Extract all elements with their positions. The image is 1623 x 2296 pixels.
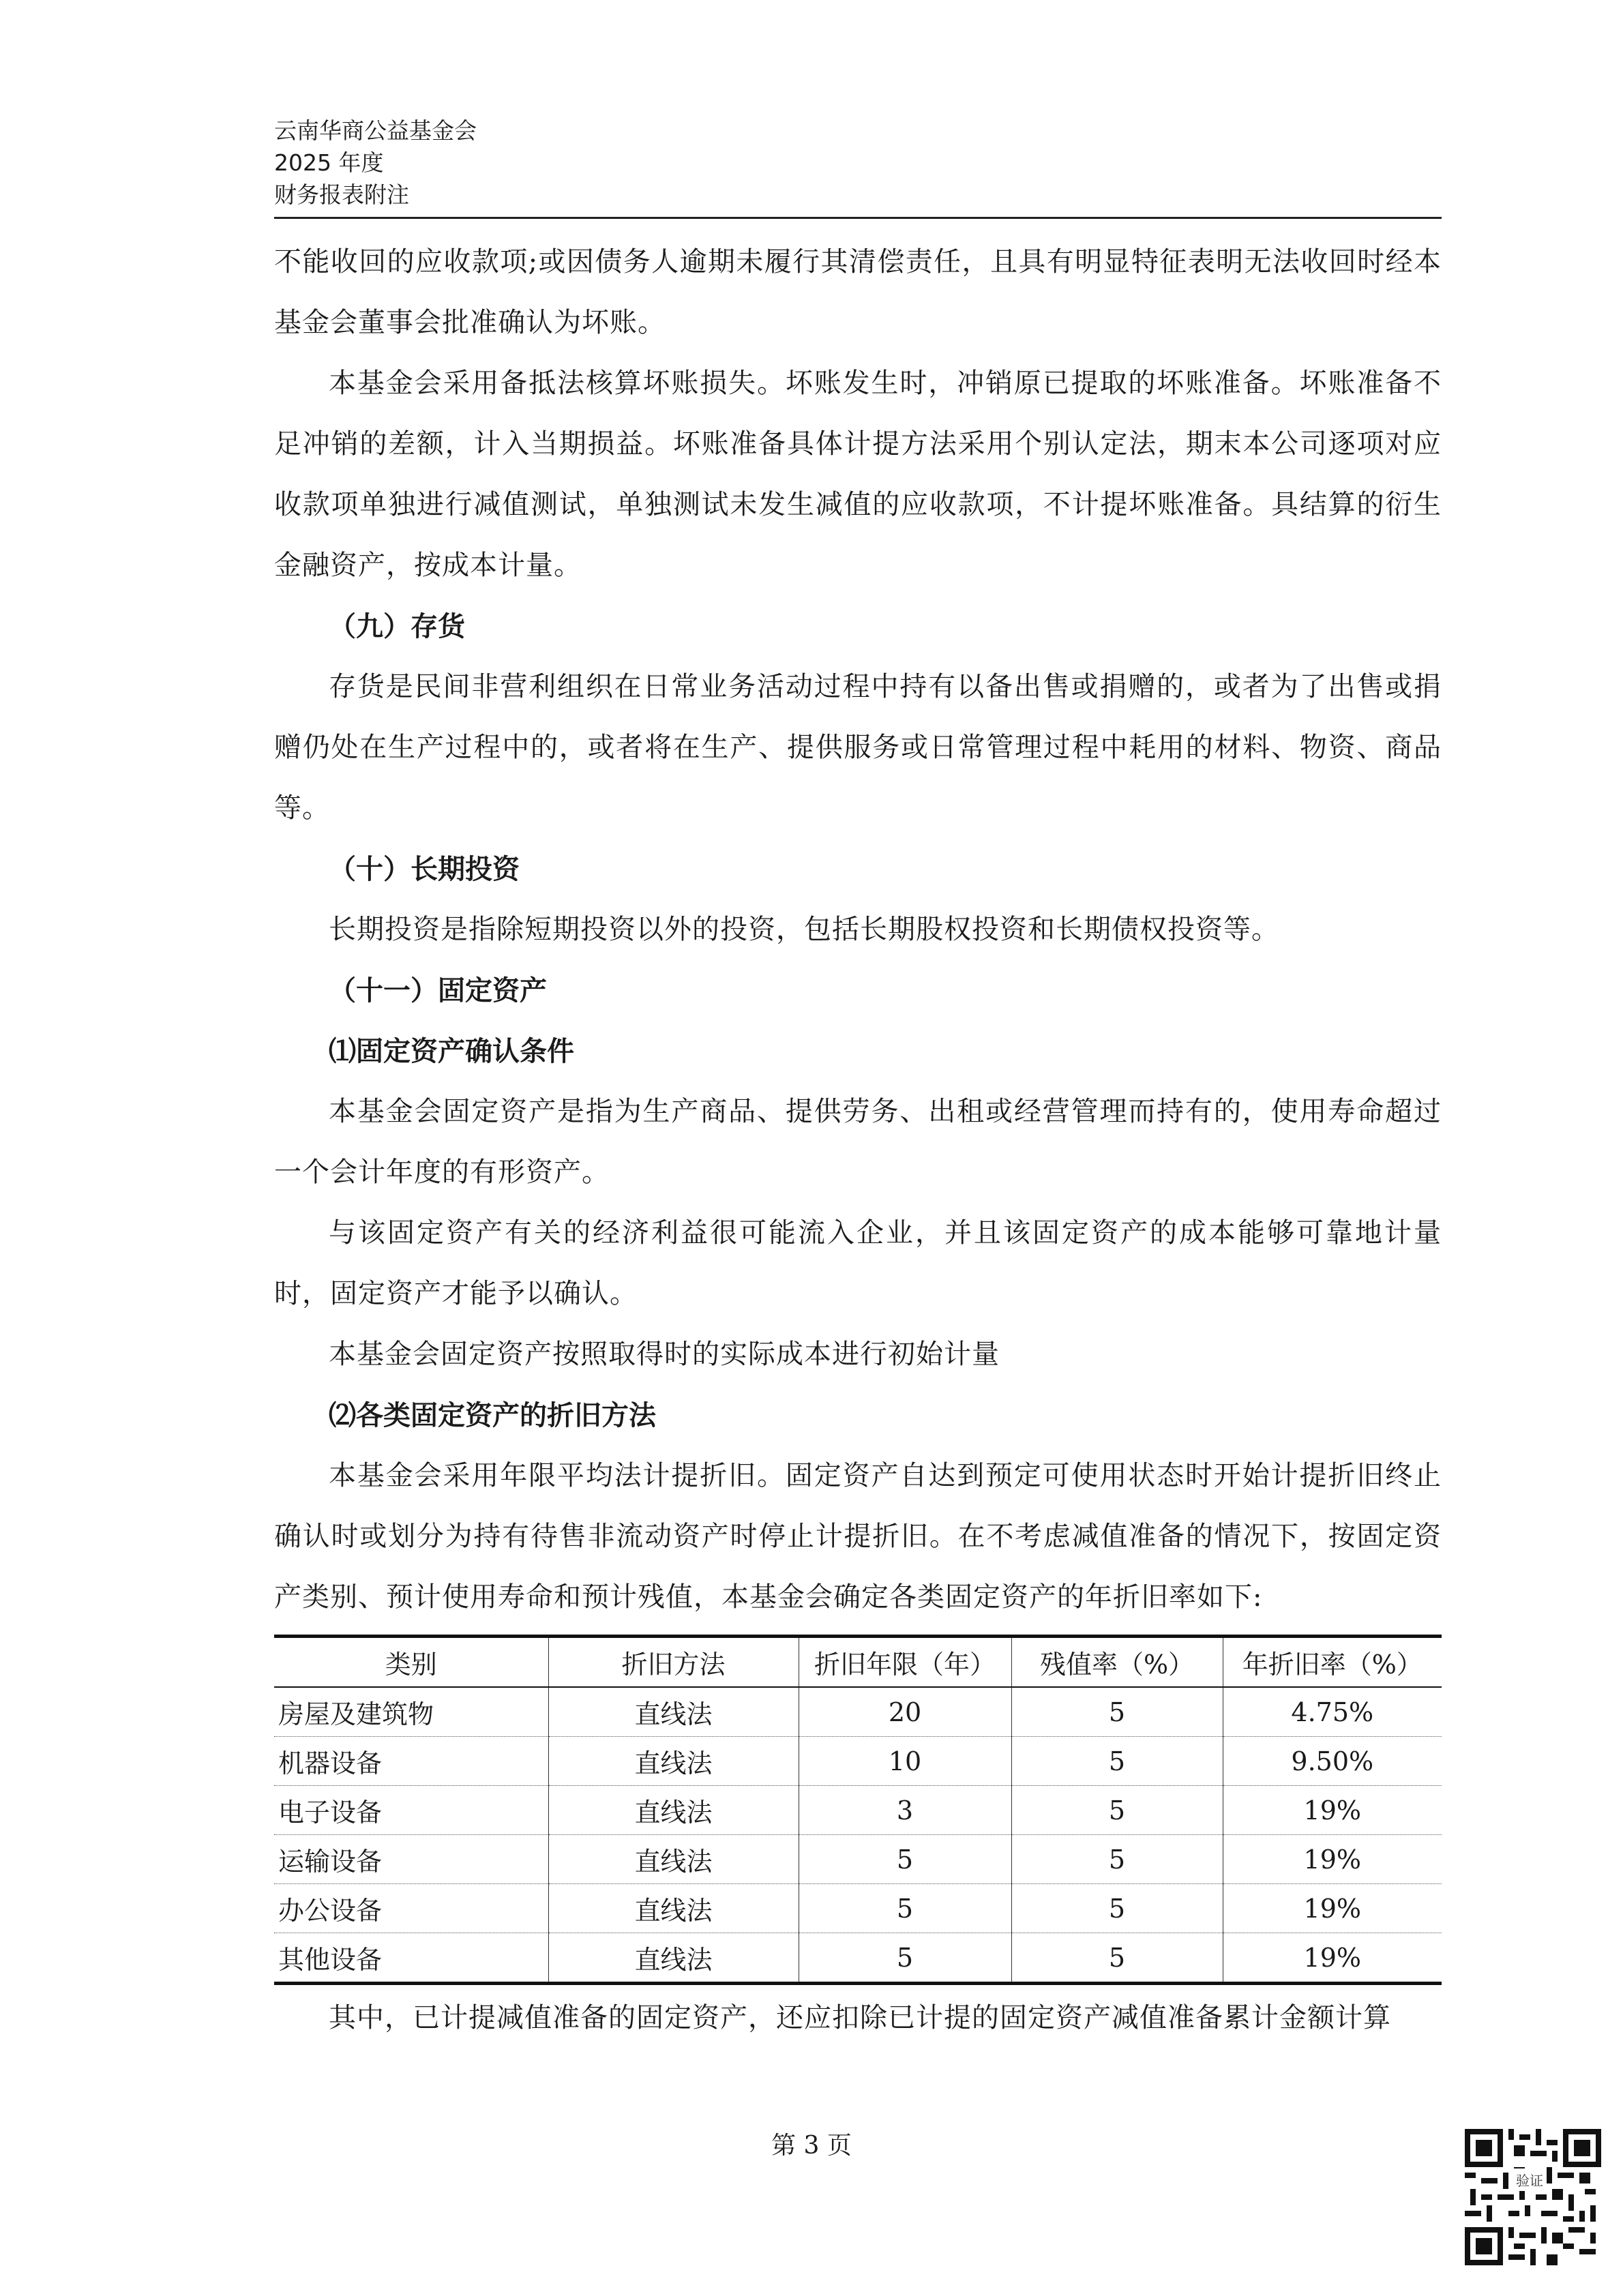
table-row	[274, 1933, 1442, 1984]
table-cell: 3	[799, 1786, 1011, 1835]
table-cell: 直线法	[548, 1687, 799, 1737]
table-cell: 19%	[1223, 1786, 1442, 1835]
table-cell: 5	[1011, 1786, 1223, 1835]
table-cell: 其他设备	[278, 1945, 383, 1975]
table-cell: 20	[799, 1687, 1011, 1737]
table-cell: 5	[799, 1835, 1011, 1884]
table-row	[274, 1687, 1442, 1737]
qr-verify-caption: 验证	[1514, 2168, 1545, 2191]
table-cell: 9.50%	[1223, 1737, 1442, 1786]
paragraph: 本基金会固定资产是指为生产商品、提供劳务、出租或经营管理而持有的，使用寿命超过一个会计年度的有形资产。	[274, 1096, 1442, 1188]
table-row	[274, 1786, 1442, 1835]
subheading-recognition: ⑴固定资产确认条件	[329, 1035, 574, 1067]
column-header: 残值率（%）	[1011, 1637, 1223, 1688]
paragraph: 长期投资是指除短期投资以外的投资，包括长期股权投资和长期债权投资等。	[329, 914, 1279, 945]
table-cell: 10	[799, 1737, 1011, 1786]
table-cell: 19%	[1223, 1884, 1442, 1933]
page-header	[274, 115, 1442, 211]
header-doc-title: 财务报表附注	[274, 181, 409, 208]
table-cell: 房屋及建筑物	[278, 1699, 434, 1729]
column-header: 年折旧率（%）	[1223, 1637, 1442, 1688]
paragraph: 存货是民间非营利组织在日常业务活动过程中持有以备出售或捐赠的，或者为了出售或捐赠仍处在生产过程中的，或者将在生产、提供服务或日常管理过程中耗用的材料、物资、商品等。	[274, 671, 1442, 824]
table-cell: 19%	[1223, 1933, 1442, 1984]
paragraph: 其中，已计提减值准备的固定资产，还应扣除已计提的固定资产减值准备累计金额计算	[329, 2002, 1391, 2033]
header-year: 2025 年度	[274, 149, 384, 176]
table-cell: 办公设备	[278, 1896, 383, 1926]
table-cell: 5	[1011, 1737, 1223, 1786]
table-cell: 4.75%	[1223, 1687, 1442, 1737]
column-header: 折旧方法	[548, 1637, 799, 1688]
table-cell: 直线法	[548, 1786, 799, 1835]
paragraph: 本基金会固定资产按照取得时的实际成本进行初始计量	[329, 1339, 1000, 1370]
table-cell: 直线法	[548, 1933, 799, 1984]
table-cell: 电子设备	[278, 1798, 383, 1828]
paragraph: 与该固定资产有关的经济利益很可能流入企业，并且该固定资产的成本能够可靠地计量时，固定资产才能予以确认。	[274, 1217, 1442, 1309]
section-heading-long-term-investment: （十）长期投资	[329, 853, 520, 885]
subheading-depreciation: ⑵各类固定资产的折旧方法	[329, 1399, 656, 1431]
paragraph: 不能收回的应收款项;或因债务人逾期未履行其清偿责任，且具有明显特征表明无法收回时经本基金会董事会批准确认为坏账。	[274, 246, 1442, 338]
table-cell: 5	[1011, 1933, 1223, 1984]
table-cell: 直线法	[548, 1737, 799, 1786]
header-rule	[274, 217, 1442, 219]
table-cell: 5	[1011, 1687, 1223, 1737]
depreciation-table	[274, 1635, 1442, 1985]
table-cell: 19%	[1223, 1835, 1442, 1884]
table-cell: 直线法	[548, 1835, 799, 1884]
table-cell: 直线法	[548, 1884, 799, 1933]
section-heading-inventory: （九）存货	[329, 610, 465, 642]
page-number: 第 3 页	[771, 2132, 852, 2160]
table-cell: 5	[1011, 1835, 1223, 1884]
table-row	[274, 1737, 1442, 1786]
table-cell: 5	[799, 1933, 1011, 1984]
paragraph: 本基金会采用备抵法核算坏账损失。坏账发生时，冲销原已提取的坏账准备。坏账准备不足冲销的差额，计入当期损益。坏账准备具体计提方法采用个别认定法，期末本公司逐项对应收款项单独进行减值测试，单独测试未发生减值的应收款项，不计提坏账准备。具结算的衍生金融资产，按成本计量。	[274, 368, 1442, 581]
section-heading-fixed-assets: （十一）固定资产	[329, 974, 547, 1007]
column-header: 折旧年限（年）	[799, 1637, 1011, 1688]
table-row	[274, 1835, 1442, 1884]
paragraph: 本基金会采用年限平均法计提折旧。固定资产自达到预定可使用状态时开始计提折旧终止确认时或划分为持有待售非流动资产时停止计提折旧。在不考虑减值准备的情况下，按固定资产类别、预计使用寿命和预计残值，本基金会确定各类固定资产的年折旧率如下:	[274, 1460, 1442, 1613]
table-cell: 5	[799, 1884, 1011, 1933]
column-header: 类别	[385, 1650, 437, 1680]
table-row	[274, 1884, 1442, 1933]
table-cell: 运输设备	[278, 1847, 383, 1877]
table-cell: 5	[1011, 1884, 1223, 1933]
table-header-row	[274, 1637, 1442, 1688]
document-body	[274, 232, 1442, 2048]
header-org: 云南华商公益基金会	[274, 117, 477, 144]
table-cell: 机器设备	[278, 1748, 383, 1778]
qr-code-icon[interactable]	[1465, 2129, 1601, 2265]
